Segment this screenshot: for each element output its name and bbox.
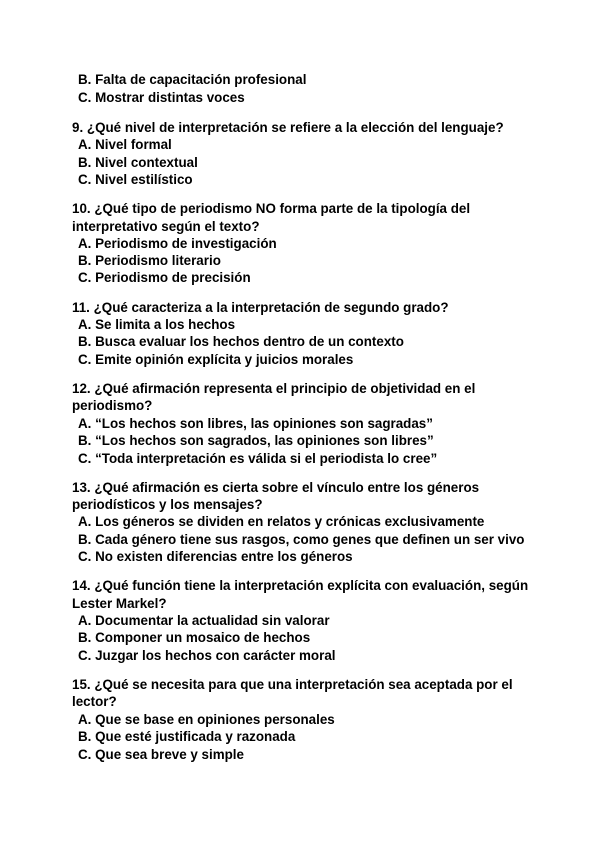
question-13-text-cont: periodísticos y los mensajes? [72,497,263,512]
question-12-text: 12. ¿Qué afirmación representa el principio de objetividad en el [72,381,476,396]
option-line: B. Falta de capacitación profesional [78,72,307,87]
question-11-text: 11. ¿Qué caracteriza a la interpretación de segundo grado? [72,300,449,315]
question-15-text-cont: lector? [72,694,117,709]
question-12-option-a: A. “Los hechos son libres, las opiniones son sagradas” [78,416,433,431]
question-11-option-b: B. Busca evaluar los hechos dentro de un contexto [78,334,404,349]
question-9-option-b: B. Nivel contextual [78,155,198,170]
question-12-option-c: C. “Toda interpretación es válida si el periodista lo cree” [78,451,438,466]
question-13-option-c: C. No existen diferencias entre los géneros [78,549,353,564]
question-14-option-b: B. Componer un mosaico de hechos [78,630,311,645]
question-14-text: 14. ¿Qué función tiene la interpretación explícita con evaluación, según [72,578,529,593]
question-9-text: 9. ¿Qué nivel de interpretación se refiere a la elección del lenguaje? [72,120,504,135]
question-12-option-b: B. “Los hechos son sagrados, las opiniones son libres” [78,433,434,448]
question-10-option-c: C. Periodismo de precisión [78,270,251,285]
question-12-text-cont: periodismo? [72,398,153,413]
question-15-option-c: C. Que sea breve y simple [78,747,244,762]
question-9-option-a: A. Nivel formal [78,137,172,152]
question-10-text-cont: interpretativo según el texto? [72,219,260,234]
question-14-option-a: A. Documentar la actualidad sin valorar [78,613,330,628]
question-10-option-a: A. Periodismo de investigación [78,236,277,251]
question-15-option-a: A. Que se base en opiniones personales [78,712,335,727]
question-14-option-c: C. Juzgar los hechos con carácter moral [78,648,336,663]
question-10-option-b: B. Periodismo literario [78,253,221,268]
question-13-text: 13. ¿Qué afirmación es cierta sobre el vínculo entre los géneros [72,480,480,495]
question-10-text: 10. ¿Qué tipo de periodismo NO forma parte de la tipología del [72,201,471,216]
question-15-option-b: B. Que esté justificada y razonada [78,729,296,744]
question-11-option-c: C. Emite opinión explícita y juicios morales [78,352,354,367]
question-9-option-c: C. Nivel estilístico [78,172,193,187]
option-line: C. Mostrar distintas voces [78,90,245,105]
question-13-option-b: B. Cada género tiene sus rasgos, como genes que definen un ser vivo [78,532,525,547]
question-15-text: 15. ¿Qué se necesita para que una interpretación sea aceptada por el [72,677,513,692]
question-13-option-a: A. Los géneros se dividen en relatos y crónicas exclusivamente [78,514,485,529]
question-11-option-a: A. Se limita a los hechos [78,317,236,332]
question-14-text-cont: Lester Markel? [72,596,167,611]
